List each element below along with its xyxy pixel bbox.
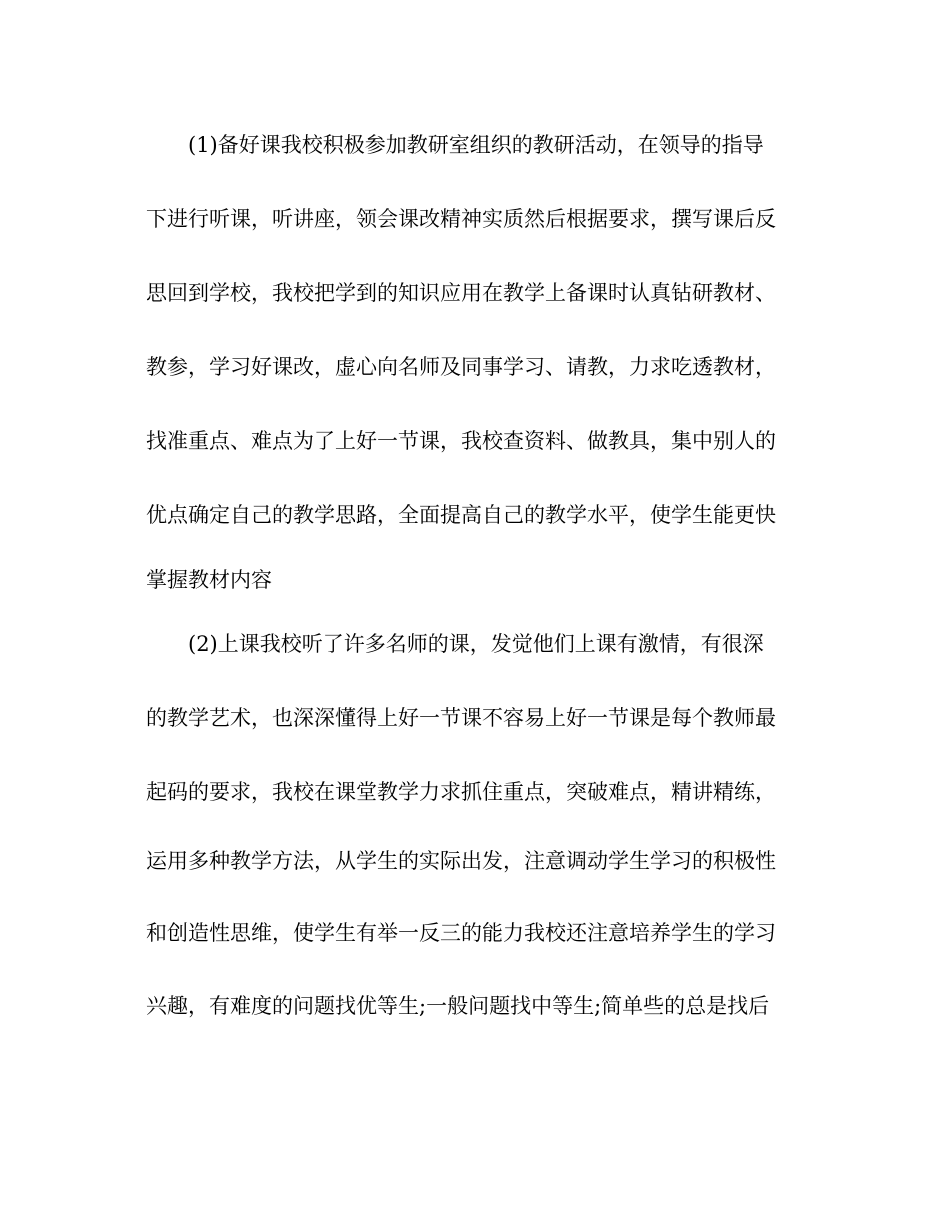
paragraph-2-line-4: 运用多种教学方法，从学生的实际出发，注意调动学生学习的积极性: [146, 849, 776, 873]
paragraph-1-line-6: 优点确定自己的教学思路，全面提高自己的教学水平，使学生能更快: [146, 503, 776, 527]
paragraph-1-line-4: 教参，学习好课改，虚心向名师及同事学习、请教，力求吃透教材，: [146, 355, 776, 379]
paragraph-1-line-2: 下进行听课，听讲座，领会课改精神实质然后根据要求，撰写课后反: [146, 207, 776, 231]
paragraph-1-line-1: (1)备好课我校积极参加教研室组织的教研活动，在领导的指导: [188, 133, 764, 157]
paragraph-1-line-3: 思回到学校，我校把学到的知识应用在教学上备课时认真钻研教材、: [146, 281, 776, 305]
paragraph-2-line-3: 起码的要求，我校在课堂教学力求抓住重点，突破难点，精讲精练，: [146, 780, 776, 804]
paragraph-2-line-5: 和创造性思维，使学生有举一反三的能力我校还注意培养学生的学习: [146, 921, 776, 945]
paragraph-1-line-5: 找准重点、难点为了上好一节课，我校查资料、做教具，集中别人的: [146, 429, 776, 453]
paragraph-1-line-7: 掌握教材内容: [146, 568, 272, 592]
paragraph-2-line-6: 兴趣，有难度的问题找优等生;一般问题找中等生;简单些的总是找后: [146, 994, 770, 1018]
paragraph-2-line-2: 的教学艺术，也深深懂得上好一节课不容易上好一节课是每个教师最: [146, 706, 776, 730]
paragraph-2-line-1: (2)上课我校听了许多名师的课，发觉他们上课有激情，有很深: [188, 632, 764, 656]
